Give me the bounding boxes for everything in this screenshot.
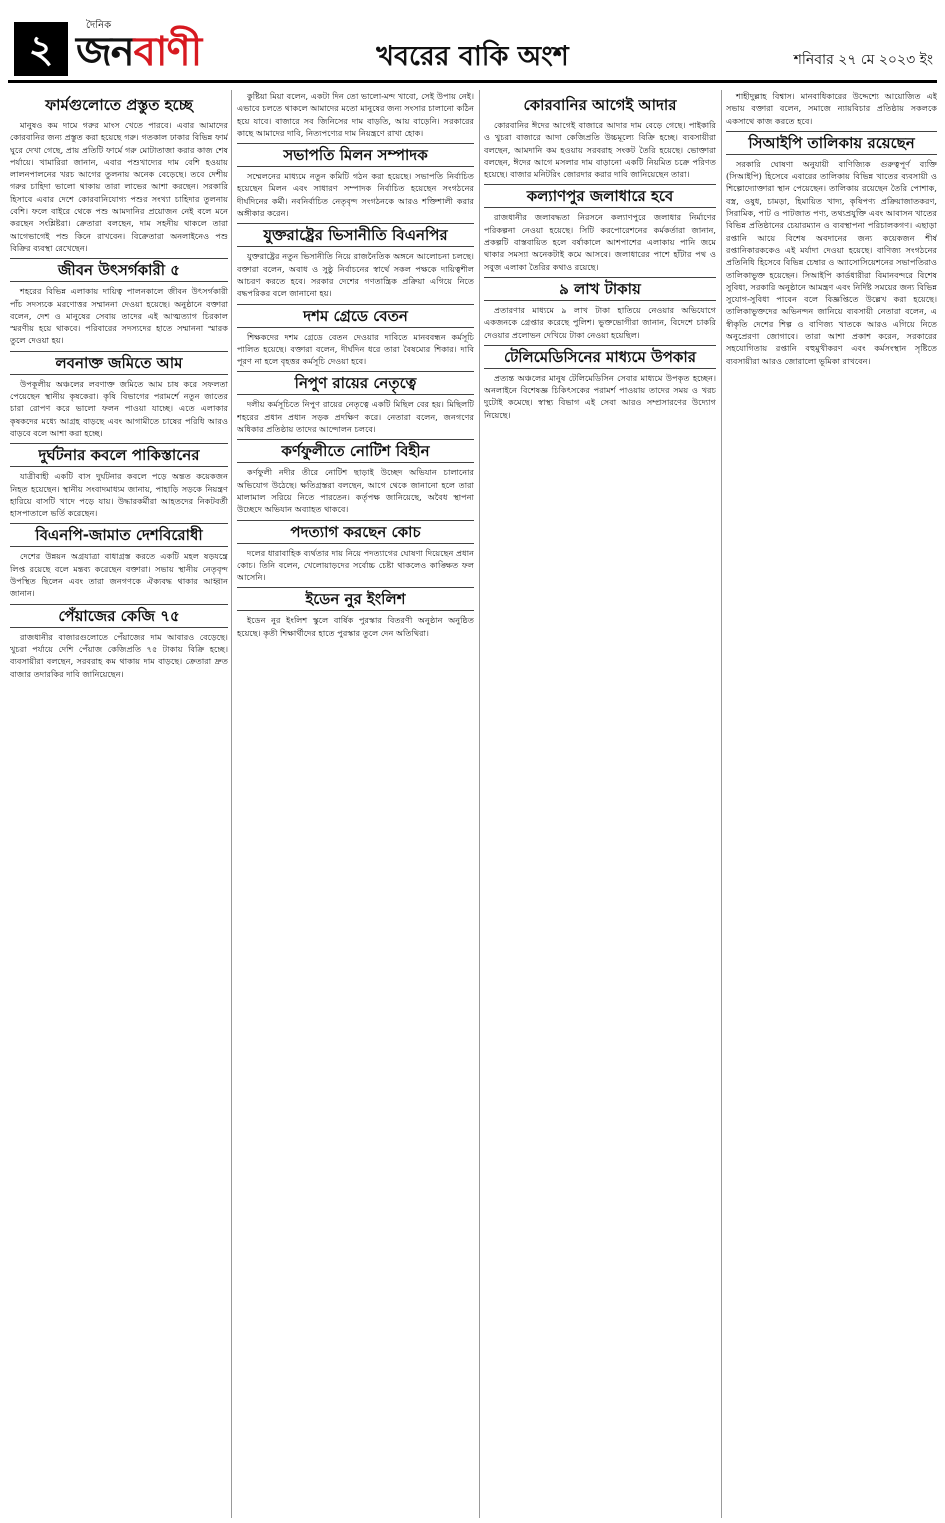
paper-name-part1: জন xyxy=(76,29,134,75)
news-article xyxy=(484,277,716,341)
article-body: কোরবানির ঈদের আগেই বাজারে আদার দাম বেড়ে গেছে। পাইকারি ও খুচরা বাজারে আদা কেজিপ্রতি উচ্চমূল্যে বিক্রি হচ্ছে। ব্যবসায়ীরা বলছেন, আমদানি কম হওয়ায় সরবরাহ সংকট তৈরি হয়েছে। ভোক্তারা বলছেন, ঈদের আগে মসলার দাম বাড়ানো একটি নিয়মিত চক্রে পরিণত হয়েছে। বাজার মনিটরিং জোরদার করার দাবি জানিয়েছেন তারা। xyxy=(484,120,716,180)
news-article xyxy=(237,304,474,368)
article-headline: নিপুণ রায়ের নেতৃত্বে xyxy=(237,371,474,395)
article-headline: যুক্তরাষ্ট্রের ভিসানীতি বিএনপির xyxy=(237,223,474,247)
article-headline: কর্ণফুলীতে নোটিশ বিহীন xyxy=(237,439,474,463)
column-4 xyxy=(726,90,937,1518)
news-article xyxy=(237,90,474,139)
article-body: প্রতারণার মাধ্যমে ৯ লাখ টাকা হাতিয়ে নেওয়ার অভিযোগে একজনকে গ্রেপ্তার করেছে পুলিশ। ভুক্তভোগীরা জানান, বিদেশে চাকরি দেওয়ার প্রলোভন দেখিয়ে টাকা নেওয়া হয়েছিল। xyxy=(484,304,716,340)
news-article xyxy=(237,223,474,299)
article-body: দলের ধারাবাহিক ব্যর্থতার দায় নিয়ে পদত্যাগের ঘোষণা দিয়েছেন প্রধান কোচ। তিনি বলেন, খেলোয়াড়দের সর্বোচ্চ চেষ্টা থাকলেও কাঙ্ক্ষিত ফল আসেনি। xyxy=(237,547,474,583)
article-body: শিক্ষকদের দশম গ্রেডে বেতন দেওয়ার দাবিতে মানববন্ধন কর্মসূচি পালিত হয়েছে। বক্তারা বলেন, দীর্ঘদিন ধরে তারা বৈষম্যের শিকার। দাবি পূরণ না হলে বৃহত্তর কর্মসূচি দেওয়া হবে। xyxy=(237,331,474,367)
news-article xyxy=(10,94,228,254)
article-body: দলীয় কর্মসূচিতে নিপুণ রায়ের নেতৃত্বে একটি মিছিল বের হয়। মিছিলটি শহরের প্রধান প্রধান সড়ক প্রদক্ষিণ করে। নেতারা বলেন, জনগণের অধিকার প্রতিষ্ঠায় তাদের আন্দোলন চলবে। xyxy=(237,399,474,435)
news-article xyxy=(10,258,228,346)
article-body: সম্মেলনের মাধ্যমে নতুন কমিটি গঠন করা হয়েছে। সভাপতি নির্বাচিত হয়েছেন মিলন এবং সাধারণ সম্পাদক নির্বাচিত হয়েছেন সংগঠনের দীর্ঘদিনের কর্মী। নবনির্বাচিত নেতৃবৃন্দ সংগঠনকে আরও শক্তিশালী করার অঙ্গীকার করেন। xyxy=(237,171,474,219)
news-article xyxy=(10,351,228,439)
article-headline: সভাপতি মিলন সম্পাদক xyxy=(237,143,474,167)
news-article xyxy=(237,587,474,639)
article-headline: দশম গ্রেডে বেতন xyxy=(237,304,474,328)
column-2 xyxy=(237,90,474,1518)
article-body: রাজধানীর জলাবদ্ধতা নিরসনে কল্যাণপুরে জলাধার নির্মাণের পরিকল্পনা নেওয়া হয়েছে। সিটি করপোরেশনের কর্মকর্তারা জানান, প্রকল্পটি বাস্তবায়িত হলে বর্ষাকালে আশপাশের এলাকায় পানি জমে থাকার সমস্যা অনেকটাই কমে আসবে। জলাধারের পাশে হাঁটার পথ ও সবুজ এলাকা তৈরির কথাও রয়েছে। xyxy=(484,212,716,272)
article-headline: টেলিমেডিসিনের মাধ্যমে উপকার xyxy=(484,345,716,369)
article-headline: পদত্যাগ করছেন কোচ xyxy=(237,520,474,544)
column-3 xyxy=(484,90,716,1518)
article-body: যুক্তরাষ্ট্রের নতুন ভিসানীতি নিয়ে রাজনৈতিক অঙ্গনে আলোচনা চলছে। বক্তারা বলেন, অবাধ ও সুষ্ঠু নির্বাচনের স্বার্থে সকল পক্ষকে দায়িত্বশীল আচরণ করতে হবে। সরকার দেশের গণতান্ত্রিক প্রক্রিয়া এগিয়ে নিতে বদ্ধপরিকর বলে জানানো হয়। xyxy=(237,251,474,299)
article-headline: সিআইপি তালিকায় রয়েছেন xyxy=(726,131,937,155)
article-headline: বিএনপি-জামাত দেশবিরোধী xyxy=(10,523,228,547)
article-body: যাত্রীবাহী একটি বাস দুর্ঘটনার কবলে পড়ে অন্তত কয়েকজন নিহত হয়েছেন। স্থানীয় সংবাদমাধ্যম জানায়, পাহাড়ি সড়কে নিয়ন্ত্রণ হারিয়ে বাসটি খাদে পড়ে যায়। উদ্ধারকর্মীরা আহতদের নিকটবর্তী হাসপাতালে ভর্তি করেছেন। xyxy=(10,471,228,519)
paper-name-part2: বাণী xyxy=(133,29,202,75)
article-body: শহরের বিভিন্ন এলাকায় দায়িত্ব পালনকালে জীবন উৎসর্গকারী পাঁচ সদস্যকে মরণোত্তর সম্মাননা দেওয়া হয়েছে। অনুষ্ঠানে বক্তারা বলেন, দেশ ও মানুষের সেবায় তাদের এই আত্মত্যাগ চিরকাল স্মরণীয় হয়ে থাকবে। পরিবারের সদস্যদের হাতে সম্মাননা স্মারক তুলে দেওয়া হয়। xyxy=(10,286,228,346)
article-headline: ফার্মগুলোতে প্রস্তুত হচ্ছে xyxy=(45,96,193,114)
column-1 xyxy=(10,90,228,1518)
article-body: উপকূলীয় অঞ্চলের লবণাক্ত জমিতে আম চাষ করে সফলতা পেয়েছেন স্থানীয় কৃষকেরা। কৃষি বিভাগের পরামর্শে নতুন জাতের চারা রোপণ করে ভালো ফলন পাওয়া যাচ্ছে। এতে এলাকার কৃষকদের মধ্যে আগ্রহ বাড়ছে এবং আগামীতে চাষের পরিধি আরও বাড়বে বলে আশা করা হচ্ছে। xyxy=(10,378,228,438)
article-headline: কল্যাণপুর জলাধারে হবে xyxy=(484,184,716,208)
news-article xyxy=(237,439,474,515)
article-body: কর্ণফুলী নদীর তীরে নোটিশ ছাড়াই উচ্ছেদ অভিযান চালানোর অভিযোগ উঠেছে। ক্ষতিগ্রস্তরা বলছেন, আগে থেকে জানানো হলে তারা মালামাল সরিয়ে নিতে পারতেন। কর্তৃপক্ষ জানিয়েছে, অবৈধ স্থাপনা উচ্ছেদে অভিযান অব্যাহত থাকবে। xyxy=(237,467,474,515)
article-headline: জীবন উৎসর্গকারী ৫ xyxy=(10,258,228,282)
news-article xyxy=(237,371,474,435)
paper-name-prefix: দৈনিক xyxy=(86,20,112,31)
news-article xyxy=(484,345,716,421)
masthead-rule xyxy=(8,80,937,83)
news-article xyxy=(10,443,228,519)
article-headline: লবনাক্ত জমিতে আম xyxy=(10,351,228,375)
article-body: রাজধানীর বাজারগুলোতে পেঁয়াজের দাম আবারও বেড়েছে। খুচরা পর্যায়ে দেশি পেঁয়াজ কেজিপ্রতি ৭৫ টাকায় বিক্রি হচ্ছে। ব্যবসায়ীরা বলছেন, সরবরাহ কম থাকায় দাম বাড়ছে। ক্রেতারা দ্রুত বাজার তদারকির দাবি জানিয়েছেন। xyxy=(10,631,228,679)
column-divider xyxy=(231,90,232,1518)
article-body: দেশের উন্নয়ন অগ্রযাত্রা বাধাগ্রস্ত করতে একটি মহল ষড়যন্ত্রে লিপ্ত রয়েছে বলে মন্তব্য করেছেন বক্তারা। সভায় স্থানীয় নেতৃবৃন্দ উপস্থিত ছিলেন এবং তারা জনগণকে ঐক্যবদ্ধ থাকার আহ্বান জানান। xyxy=(10,551,228,599)
article-body: সরকারি ঘোষণা অনুযায়ী বাণিজ্যিক গুরুত্বপূর্ণ ব্যক্তি (সিআইপি) হিসেবে এবারের তালিকায় বিভিন্ন খাতের ব্যবসায়ী ও শিল্পোদ্যোক্তারা স্থান পেয়েছেন। তালিকায় রয়েছেন তৈরি পোশাক, বস্ত্র, ওষুধ, চামড়া, হিমায়িত খাদ্য, কৃষিপণ্য প্রক্রিয়াজাতকরণ, সিরামিক, পাট ও পাটজাত পণ্য, তথ্যপ্রযুক্তি এবং আবাসন খাতের বিভিন্ন প্রতিষ্ঠানের চেয়ারম্যান ও ব্যবস্থাপনা পরিচালকগণ। এছাড়া রপ্তানি আয়ে বিশেষ অবদানের জন্য কয়েকজন শীর্ষ রপ্তানিকারককেও এই মর্যাদা দেওয়া হয়েছে। বাণিজ্য সংগঠনের প্রতিনিধি হিসেবে বিভিন্ন চেম্বার ও অ্যাসোসিয়েশনের সভাপতিরাও তালিকাভুক্ত হয়েছেন। সিআইপি কার্ডধারীরা বিমানবন্দরে বিশেষ সুবিধা, সরকারি অনুষ্ঠানে আমন্ত্রণ এবং নির্দিষ্ট সময়ের জন্য বিভিন্ন সুযোগ-সুবিধা পাবেন বলে বিজ্ঞপ্তিতে উল্লেখ করা হয়েছে। তালিকাভুক্তদের অভিনন্দন জানিয়ে ব্যবসায়ী নেতারা বলেন, এ স্বীকৃতি দেশের শিল্প ও বাণিজ্য খাতকে আরও এগিয়ে নিতে অনুপ্রেরণা জোগাবে। তারা আশা প্রকাশ করেন, সরকারের সহযোগিতায় রপ্তানি বহুমুখীকরণ এবং কর্মসংস্থান সৃষ্টিতে ব্যবসায়ীরা আরও জোরালো ভূমিকা রাখবেন। xyxy=(726,158,937,366)
news-article xyxy=(484,94,716,180)
news-article xyxy=(726,90,937,127)
article-body: প্রত্যন্ত অঞ্চলের মানুষ টেলিমেডিসিন সেবার মাধ্যমে উপকৃত হচ্ছেন। অনলাইনে বিশেষজ্ঞ চিকিৎসকের পরামর্শ পাওয়ায় তাদের সময় ও খরচ দুটোই কমেছে। স্বাস্থ্য বিভাগ এই সেবা আরও সম্প্রসারণের উদ্যোগ নিয়েছে। xyxy=(484,372,716,420)
news-article xyxy=(237,143,474,219)
article-headline: ইডেন নুর ইংলিশ xyxy=(237,587,474,611)
article-headline: দুর্ঘটনার কবলে পাকিস্তানের xyxy=(10,443,228,467)
masthead xyxy=(8,12,937,82)
news-article xyxy=(10,523,228,599)
article-body: ইডেন নুর ইংলিশ স্কুলে বার্ষিক পুরস্কার বিতরণী অনুষ্ঠান অনুষ্ঠিত হয়েছে। কৃতী শিক্ষার্থীদের হাতে পুরস্কার তুলে দেন অতিথিরা। xyxy=(237,615,474,638)
article-headline: ৯ লাখ টাকায় xyxy=(484,277,716,301)
article-body: মানুষও কম দামে গরুর মাংস খেতে পারবে। এবার আমাদের কোরবানির জন্য প্রস্তুত করা হয়েছে গরু। গতকাল ঢাকার বিভিন্ন ফার্ম ঘুরে দেখা গেছে, প্রায় প্রতিটি ফার্মে গরু মোটাতাজা করার কাজ শেষ পর্যায়ে। খামারিরা জানান, এবার পশুখাদ্যের দাম বেশি হওয়ায় লালনপালনের খরচ আগের তুলনায় অনেক বেড়েছে। তবে দেশীয় গরুর চাহিদা ভালো থাকায় তারা লাভের আশা করছেন। সরকারি হিসাবে এবার দেশে কোরবানিযোগ্য পশুর সংখ্যা চাহিদার তুলনায় বেশি। ফলে বাইরে থেকে পশু আমদানির প্রয়োজন নেই বলে মনে করছেন সংশ্লিষ্টরা। ক্রেতারা বলছেন, দাম সহনীয় থাকলে তারা আগেভাগেই পশু কিনে রাখবেন। বিক্রেতারা অনলাইনেও পশু বিক্রির ব্যবস্থা রেখেছেন। xyxy=(10,120,228,253)
article-headline: পেঁয়াজের কেজি ৭৫ xyxy=(10,604,228,628)
article-body: শাহীদুল্লাহ বিশ্বাস। মানবাধিকারের উদ্দেশ্যে আয়োজিত এই সভায় বক্তারা বলেন, সমাজে ন্যায়বিচার প্রতিষ্ঠায় সকলকে একসাথে কাজ করতে হবে। xyxy=(726,91,937,126)
column-divider xyxy=(721,90,722,1518)
article-body: কুষ্টিয়া মিয়া বলেন, একটা দিন তো ভালো-মন্দ খাবো, সেই উপায় নেই। এভাবে চলতে থাকলে আমাদের মতো মানুষের জন্য সংসার চালানো কঠিন হয়ে যাবে। বাজারে সব জিনিসের দাম বাড়তি, আয় বাড়েনি। সরকারের কাছে আমাদের দাবি, নিত্যপণ্যের দাম নিয়ন্ত্রণে রাখা হোক। xyxy=(237,91,474,138)
issue-date: শনিবার ২৭ মে ২০২৩ ইং xyxy=(793,52,933,68)
news-article xyxy=(10,604,228,680)
news-article xyxy=(726,131,937,367)
article-headline: কোরবানির আগেই আদার xyxy=(523,96,677,114)
news-article xyxy=(237,520,474,584)
news-article xyxy=(484,184,716,272)
page-number: ২ xyxy=(14,22,68,76)
section-title: খবরের বাকি অংশ xyxy=(376,41,569,72)
column-divider xyxy=(479,90,480,1518)
